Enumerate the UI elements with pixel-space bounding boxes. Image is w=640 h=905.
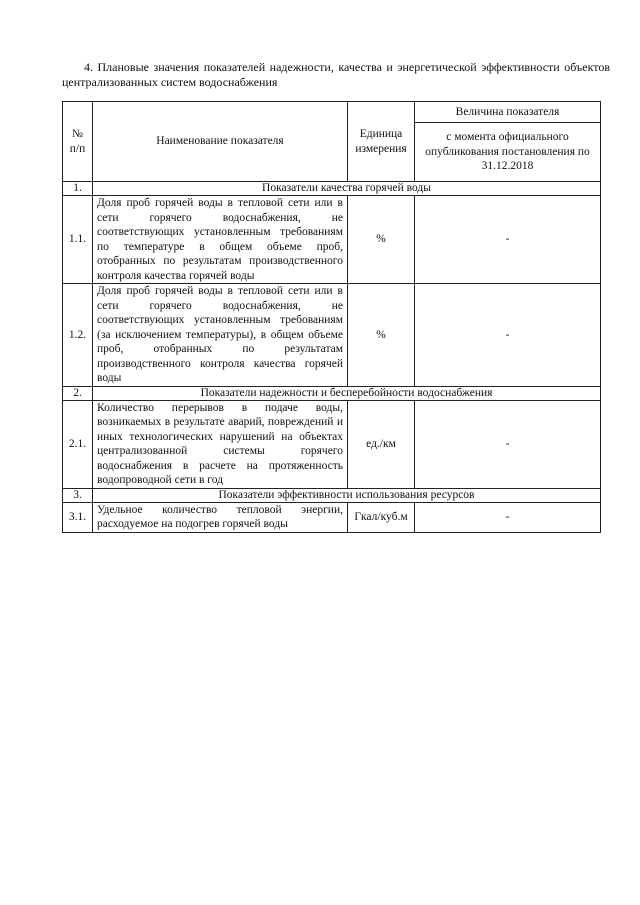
section-num: 3.	[63, 488, 93, 502]
section-title: Показатели надежности и бесперебойности водоснабжения	[93, 386, 601, 400]
row-num: 3.1.	[63, 502, 93, 532]
header-num: № п/п	[63, 102, 93, 182]
section-num: 2.	[63, 386, 93, 400]
table-row	[63, 400, 601, 488]
row-num: 2.1.	[63, 400, 93, 488]
section-row	[63, 182, 601, 196]
row-value: -	[415, 196, 601, 284]
row-name: Доля проб горячей воды в тепловой сети или в сети горячего водоснабжения, не соответствующих установленным требованиям по температуре в общем объеме проб, отобранных по результатам производственного контроля качества горячей воды	[93, 196, 348, 284]
row-unit: ед./км	[348, 400, 415, 488]
section-row	[63, 386, 601, 400]
indicators-table	[62, 101, 601, 533]
header-unit: Единица измерения	[348, 102, 415, 182]
row-name: Доля проб горячей воды в тепловой сети или в сети горячего водоснабжения, не соответствующих установленным требованиям (за исключением температуры), в общем объеме проб, отобранных по результатам производственного контроля качества горячей воды	[93, 284, 348, 387]
row-value: -	[415, 284, 601, 387]
row-unit: %	[348, 196, 415, 284]
row-num: 1.1.	[63, 196, 93, 284]
table-row	[63, 502, 601, 532]
row-unit: Гкал/куб.м	[348, 502, 415, 532]
header-name: Наименование показателя	[93, 102, 348, 182]
section-num: 1.	[63, 182, 93, 196]
table-row	[63, 196, 601, 284]
section-title: Показатели эффективности использования ресурсов	[93, 488, 601, 502]
row-unit: %	[348, 284, 415, 387]
table-row	[63, 284, 601, 387]
section-row	[63, 488, 601, 502]
section-title: Показатели качества горячей воды	[93, 182, 601, 196]
header-value-period: с момента официального опубликования постановления по 31.12.2018	[415, 123, 601, 182]
row-num: 1.2.	[63, 284, 93, 387]
row-name: Удельное количество тепловой энергии, расходуемое на подогрев горячей воды	[93, 502, 348, 532]
row-value: -	[415, 502, 601, 532]
row-value: -	[415, 400, 601, 488]
row-name: Количество перерывов в подаче воды, возникаемых в результате аварий, повреждений и иных технологических нарушений на объектах централизованной системы горячего водоснабжения в расчете на протяженность водопроводной сети в год	[93, 400, 348, 488]
table-header-row	[63, 102, 601, 123]
header-value-group: Величина показателя	[415, 102, 601, 123]
section-heading: 4. Плановые значения показателей надежности, качества и энергетической эффективности объектов централизованных систем водоснабжения	[62, 60, 610, 89]
